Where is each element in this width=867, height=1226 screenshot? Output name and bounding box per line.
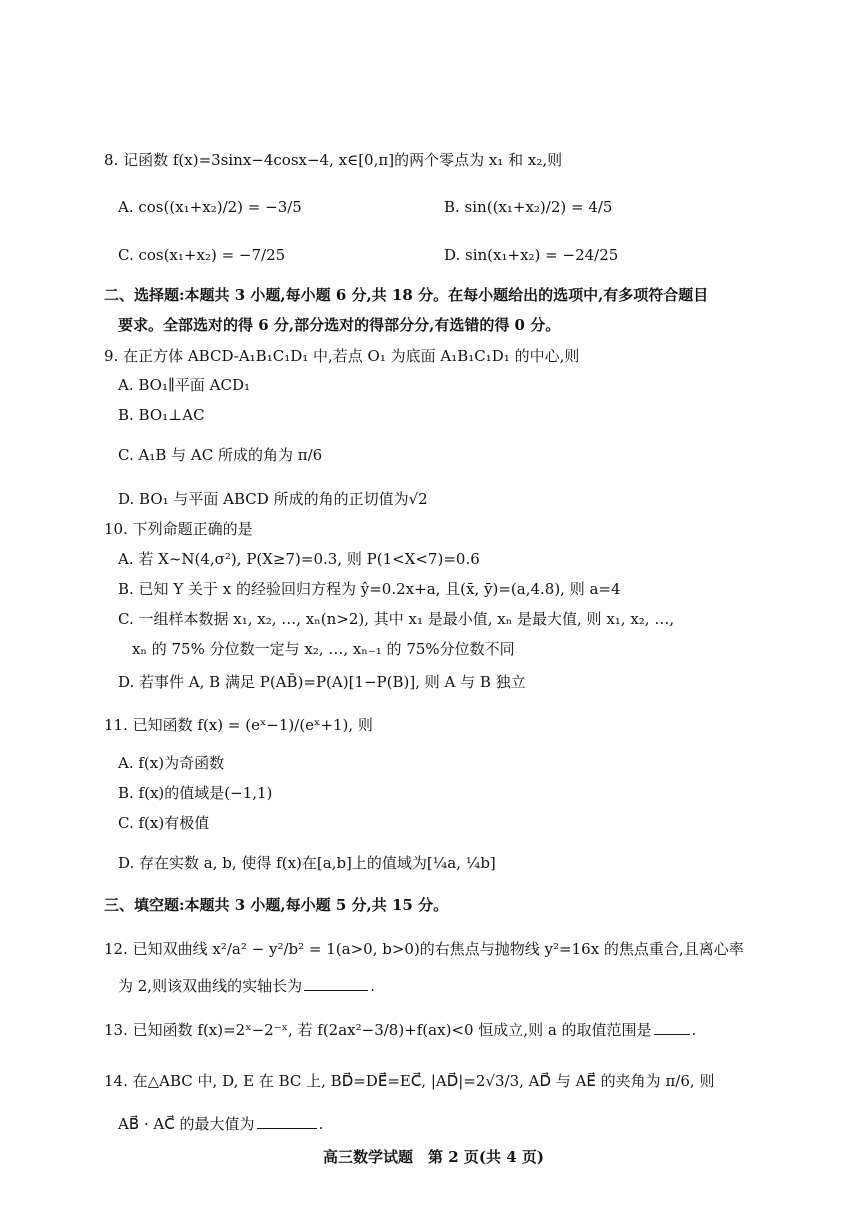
q10-option-a: A. 若 X~N(4,σ²), P(X≥7)=0.3, 则 P(1<X<7)=0.6 xyxy=(118,550,480,568)
section3-line1: 三、填空题:本题共 3 小题,每小题 5 分,共 15 分。 xyxy=(104,896,449,914)
q14-line2-end: . xyxy=(318,1115,324,1133)
q14-line2 xyxy=(118,1112,867,1134)
q11-option-d: D. 存在实数 a, b, 使得 f(x)在[a,b]上的值域为[¼a, ¼b] xyxy=(118,854,496,872)
q10-stem: 10. 下列命题正确的是 xyxy=(104,520,253,538)
q14-line1: 14. 在△ABC 中, D, E 在 BC 上, BD⃗=DE⃗=EC⃗, |AD⃗|=2√3/3, AD⃗ 与 AE⃗ 的夹角为 π/6, 则 xyxy=(104,1072,715,1090)
q9-stem: 9. 在正方体 ABCD-A₁B₁C₁D₁ 中,若点 O₁ 为底面 A₁B₁C₁D₁ 的中心,则 xyxy=(104,347,580,365)
q13-line1-text: 13. 已知函数 f(x)=2ˣ−2⁻ˣ, 若 f(2ax²−3/8)+f(ax)<0 恒成立,则 a 的取值范围是 xyxy=(104,1021,652,1039)
q12-line2-text: 为 2,则该双曲线的实轴长为 xyxy=(118,977,303,995)
q9-option-b: B. BO₁⊥AC xyxy=(118,406,205,424)
q12-answer-blank[interactable] xyxy=(304,974,368,991)
q9-option-d: D. BO₁ 与平面 ABCD 所成的角的正切值为√2 xyxy=(118,490,428,508)
q8-option-b: B. sin((x₁+x₂)/2) = 4/5 xyxy=(444,198,613,216)
q12-line1: 12. 已知双曲线 x²/a² − y²/b² = 1(a>0, b>0)的右焦点与抛物线 y²=16x 的焦点重合,且离心率 xyxy=(104,940,744,958)
q11-option-a: A. f(x)为奇函数 xyxy=(118,754,225,772)
q11-option-c: C. f(x)有极值 xyxy=(118,814,210,832)
q11-stem: 11. 已知函数 f(x) = (eˣ−1)/(eˣ+1), 则 xyxy=(104,716,373,734)
q13-line1-end: . xyxy=(691,1021,697,1039)
page-footer: 高三数学试题 第 2 页(共 4 页) xyxy=(323,1148,544,1166)
q8-option-d: D. sin(x₁+x₂) = −24/25 xyxy=(444,246,619,264)
q14-line2-text: AB⃗ · AC⃗ 的最大值为 xyxy=(118,1115,255,1133)
q9-option-a: A. BO₁∥平面 ACD₁ xyxy=(118,376,251,394)
q10-option-c-line1: C. 一组样本数据 x₁, x₂, …, xₙ(n>2), 其中 x₁ 是最小值, xₙ 是最大值, 则 x₁, x₂, …, xyxy=(118,610,675,628)
q13-line1 xyxy=(104,1018,867,1040)
q10-option-c-line2: xₙ 的 75% 分位数一定与 x₂, …, xₙ₋₁ 的 75%分位数不同 xyxy=(132,640,515,658)
q12-line2-end: . xyxy=(370,977,375,995)
q8-stem: 8. 记函数 f(x)=3sinx−4cosx−4, x∈[0,π]的两个零点为 x₁ 和 x₂,则 xyxy=(104,151,563,169)
q9-option-c: C. A₁B 与 AC 所成的角为 π/6 xyxy=(118,446,323,464)
section2-line2: 要求。全部选对的得 6 分,部分选对的得部分分,有选错的得 0 分。 xyxy=(118,316,561,334)
section2-line1: 二、选择题:本题共 3 小题,每小题 6 分,共 18 分。在每小题给出的选项中,有多项符合题目 xyxy=(104,286,709,304)
q12-line2 xyxy=(118,974,867,996)
q8-option-c: C. cos(x₁+x₂) = −7/25 xyxy=(118,246,286,264)
q10-option-d: D. 若事件 A, B 满足 P(AB̄)=P(A)[1−P(B)], 则 A 与 B 独立 xyxy=(118,673,526,691)
q11-option-b: B. f(x)的值域是(−1,1) xyxy=(118,784,273,802)
q14-answer-blank[interactable] xyxy=(257,1112,317,1129)
q8-option-a: A. cos((x₁+x₂)/2) = −3/5 xyxy=(118,198,302,216)
q13-answer-blank[interactable] xyxy=(654,1018,690,1035)
q10-option-b: B. 已知 Y 关于 x 的经验回归方程为 ŷ=0.2x+a, 且(x̄, ȳ)=(a,4.8), 则 a=4 xyxy=(118,580,621,598)
